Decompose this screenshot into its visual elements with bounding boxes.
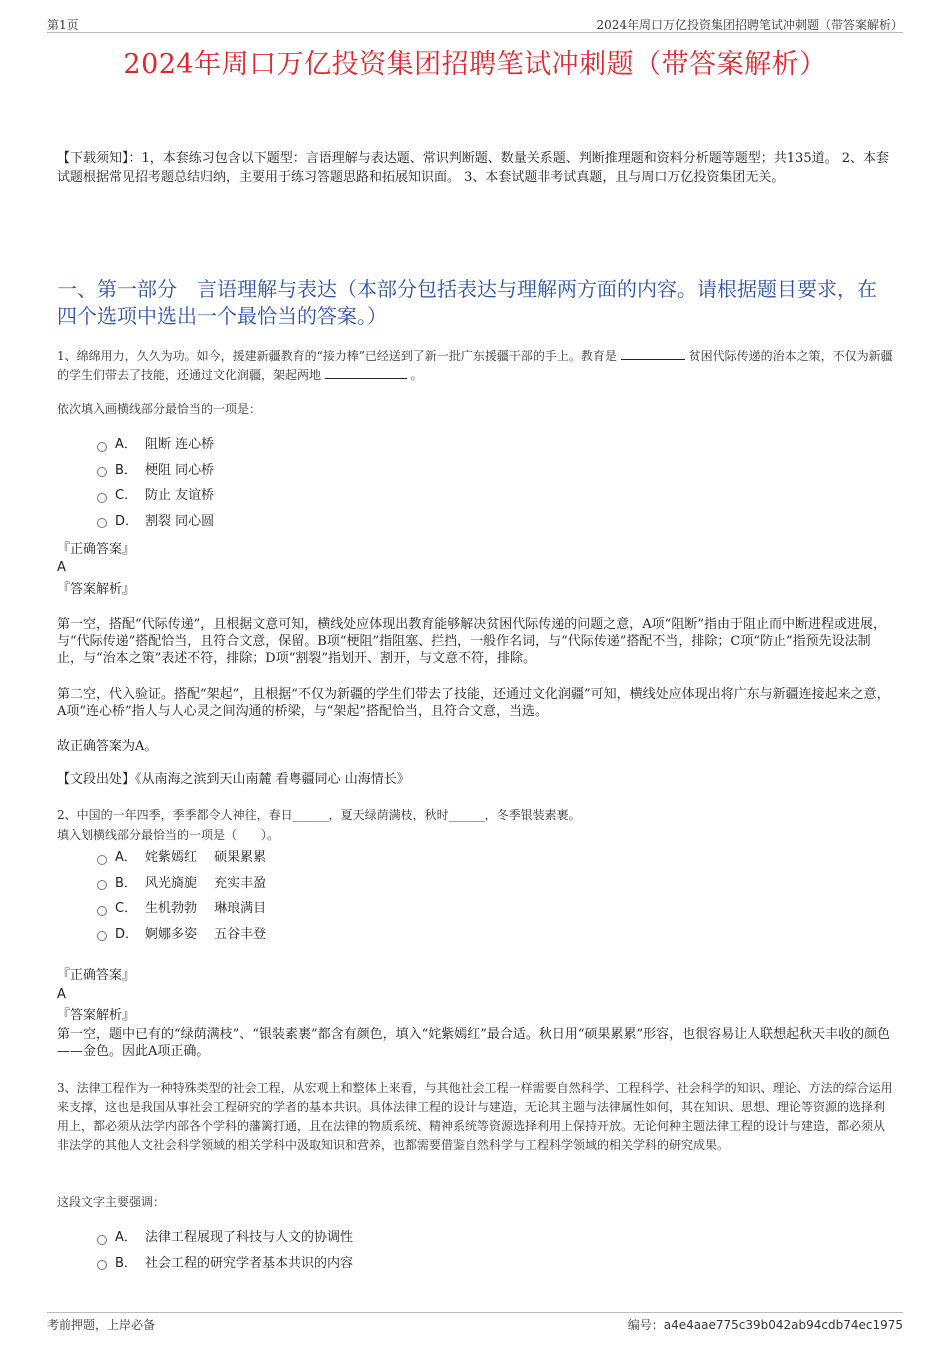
download-notice: 【下载须知】：1，本套练习包含以下题型：言语理解与表达题、常识判断题、数量关系题、判断推理题和资料分析题等题型；共135道。 2、本套试题根据常见招考题总结归纳，主要用于练习答题思路和拓展知识面。 3、本套试题非考试真题，且与周口万亿投资集团无关。 — [57, 151, 889, 185]
option-a[interactable] — [97, 432, 214, 458]
radio-icon[interactable] — [97, 518, 107, 528]
radio-icon[interactable] — [97, 931, 107, 941]
option-d[interactable] — [97, 509, 214, 535]
option-a[interactable] — [97, 845, 266, 871]
analysis-label: 『答案解析』 — [57, 1008, 136, 1023]
question-2-stem: 2、中国的一年四季，季季都令人神往，春日______，夏天绿荫满枝，秋时______，冬季银装素裹。 — [57, 808, 581, 822]
option-letter: C． — [115, 488, 138, 503]
analysis-conclusion: 故正确答案为A。 — [57, 739, 158, 754]
radio-icon[interactable] — [97, 1260, 107, 1270]
option-text: 梗阻 同心桥 — [145, 462, 215, 478]
document-title: 2024年周口万亿投资集团招聘笔试冲刺题（带答案解析） — [123, 49, 827, 80]
analysis-label: 『答案解析』 — [57, 582, 136, 597]
radio-icon[interactable] — [97, 493, 107, 503]
option-letter: B． — [115, 875, 137, 891]
question-1-stem-part-b: 贫困代际传递的治本之策，不仅为新疆的学生们带去了技能，还通过文化润疆，架起两地 — [57, 349, 893, 382]
radio-icon[interactable] — [97, 906, 107, 916]
footer-code-label: 编号： — [627, 1318, 664, 1332]
option-letter: C． — [115, 901, 138, 916]
page-header — [47, 14, 903, 33]
option-b[interactable] — [97, 871, 266, 897]
source-citation: 【文段出处】《从南海之滨到天山南麓 看粤疆同心 山海情长》 — [57, 772, 410, 787]
option-letter: D． — [115, 513, 139, 529]
question-3-stem: 3、法律工程作为一种特殊类型的社会工程，从宏观上和整体上来看，与其他社会工程一样需要自然科学、工程科学、社会科学的知识、理论、方法的综合运用来支撑，这也是我国从事社会工程研究的学者的基本共识。具体法律工程的设计与建造，无论其主题与法律属性如何，其在知识、思想、理论等资源的选择利用上，都必须从法学内部各个学科的藩篱打通，且在法律的物质系统、精神系统等资源选择利用上保持开放。无论何种主题法律工程的设计与建造，都必须从非法学的其他人文社会科学领域的相关学科中汲取知识和营养，也都需要借鉴自然科学与工程科学领域的相关学科的研究成果。 — [57, 1081, 893, 1152]
option-b[interactable] — [97, 458, 214, 484]
footer-code — [628, 1316, 903, 1333]
section-title: 一、第一部分 言语理解与表达（本部分包括表达与理解两方面的内容。请根据题目要求，在四个选项中选出一个最恰当的答案。） — [57, 277, 877, 328]
option-a[interactable] — [97, 1225, 353, 1251]
question-1-instruction: 依次填入画横线部分最恰当的一项是： — [57, 402, 262, 416]
option-letter: B． — [115, 462, 137, 478]
question-1-options — [97, 432, 214, 534]
analysis-paragraph-2: 第二空，代入验证。搭配“架起”，且根据“不仅为新疆的学生们带去了技能，还通过文化润疆”可知，横线处应体现出将广东与新疆连接起来之意，A项“连心桥”指人与人心灵之间沟通的桥梁，与“架起”搭配恰当，且符合文意，当选。 — [57, 687, 890, 719]
option-text: 婀娜多姿 五谷丰登 — [145, 926, 267, 942]
correct-answer-label: 『正确答案』 — [57, 542, 136, 557]
fill-blank-1 — [621, 359, 685, 360]
question-3-instruction: 这段文字主要强调： — [57, 1195, 166, 1209]
question-2-options — [97, 845, 266, 947]
option-letter: B． — [115, 1255, 137, 1271]
radio-icon[interactable] — [97, 442, 107, 452]
option-d[interactable] — [97, 922, 266, 948]
option-text: 生机勃勃 琳琅满目 — [145, 901, 267, 916]
analysis-paragraph: 第一空，题中已有的“绿荫满枝”、“银装素裹”都含有颜色，填入“姹紫嫣红”最合适。秋日用“硕果累累”形容，也很容易让人联想起秋天丰收的颜色——金色。因此A项正确。 — [57, 1027, 891, 1059]
option-text: 割裂 同心圆 — [145, 513, 215, 529]
option-text: 社会工程的研究学者基本共识的内容 — [145, 1255, 354, 1271]
footer-code-value: a4e4aae775c39b042ab94cdb74ec1975 — [663, 1318, 903, 1332]
option-letter: D． — [115, 926, 139, 942]
option-text: 阻断 连心桥 — [145, 437, 215, 452]
radio-icon[interactable] — [97, 855, 107, 865]
option-letter: A． — [115, 437, 137, 452]
question-3-options — [97, 1225, 353, 1276]
fill-blank-2 — [325, 378, 407, 379]
page-number: 第1页 — [47, 18, 79, 32]
option-b[interactable] — [97, 1251, 353, 1277]
radio-icon[interactable] — [97, 467, 107, 477]
option-letter: A． — [115, 850, 137, 865]
correct-answer: A — [57, 560, 66, 575]
option-c[interactable] — [97, 896, 266, 922]
question-1-stem-part-c: 。 — [410, 368, 423, 382]
page-footer — [47, 1312, 903, 1333]
option-c[interactable] — [97, 483, 214, 509]
correct-answer: A — [57, 987, 66, 1002]
option-letter: A． — [115, 1230, 137, 1245]
radio-icon[interactable] — [97, 1235, 107, 1245]
question-1-stem-part-a: 1、绵绵用力，久久为功。如今，援建新疆教育的“接力棒”已经送到了新一批广东援疆干部的手上。教育是 — [57, 349, 617, 363]
option-text: 姹紫嫣红 硕果累累 — [145, 850, 267, 865]
option-text: 风光旖旎 充实丰盈 — [145, 875, 267, 891]
option-text: 法律工程展现了科技与人文的协调性 — [145, 1230, 354, 1245]
question-2-instruction: 填入划横线部分最恰当的一项是（ ）。 — [57, 828, 280, 842]
analysis-paragraph-1: 第一空，搭配“代际传递”，且根据文意可知，横线处应体现出教育能够解决贫困代际传递的问题之意，A项“阻断”指由于阻止而中断进程或进展，与“代际传递”搭配恰当，且符合文意，保留。B项“梗阻”指阻塞、拦挡，一般作名词，与“代际传递”搭配不当，排除；C项“防止”指预先设法制止，与“治本之策”表述不符，排除；D项“割裂”指划开、割开，与文意不符，排除。 — [57, 617, 886, 666]
radio-icon[interactable] — [97, 880, 107, 890]
question-1-stem — [57, 347, 893, 385]
correct-answer-label: 『正确答案』 — [57, 968, 136, 983]
header-doc-title: 2024年周口万亿投资集团招聘笔试冲刺题（带答案解析） — [596, 18, 903, 32]
option-text: 防止 友谊桥 — [145, 488, 215, 503]
footer-slogan: 考前押题，上岸必备 — [47, 1318, 156, 1332]
